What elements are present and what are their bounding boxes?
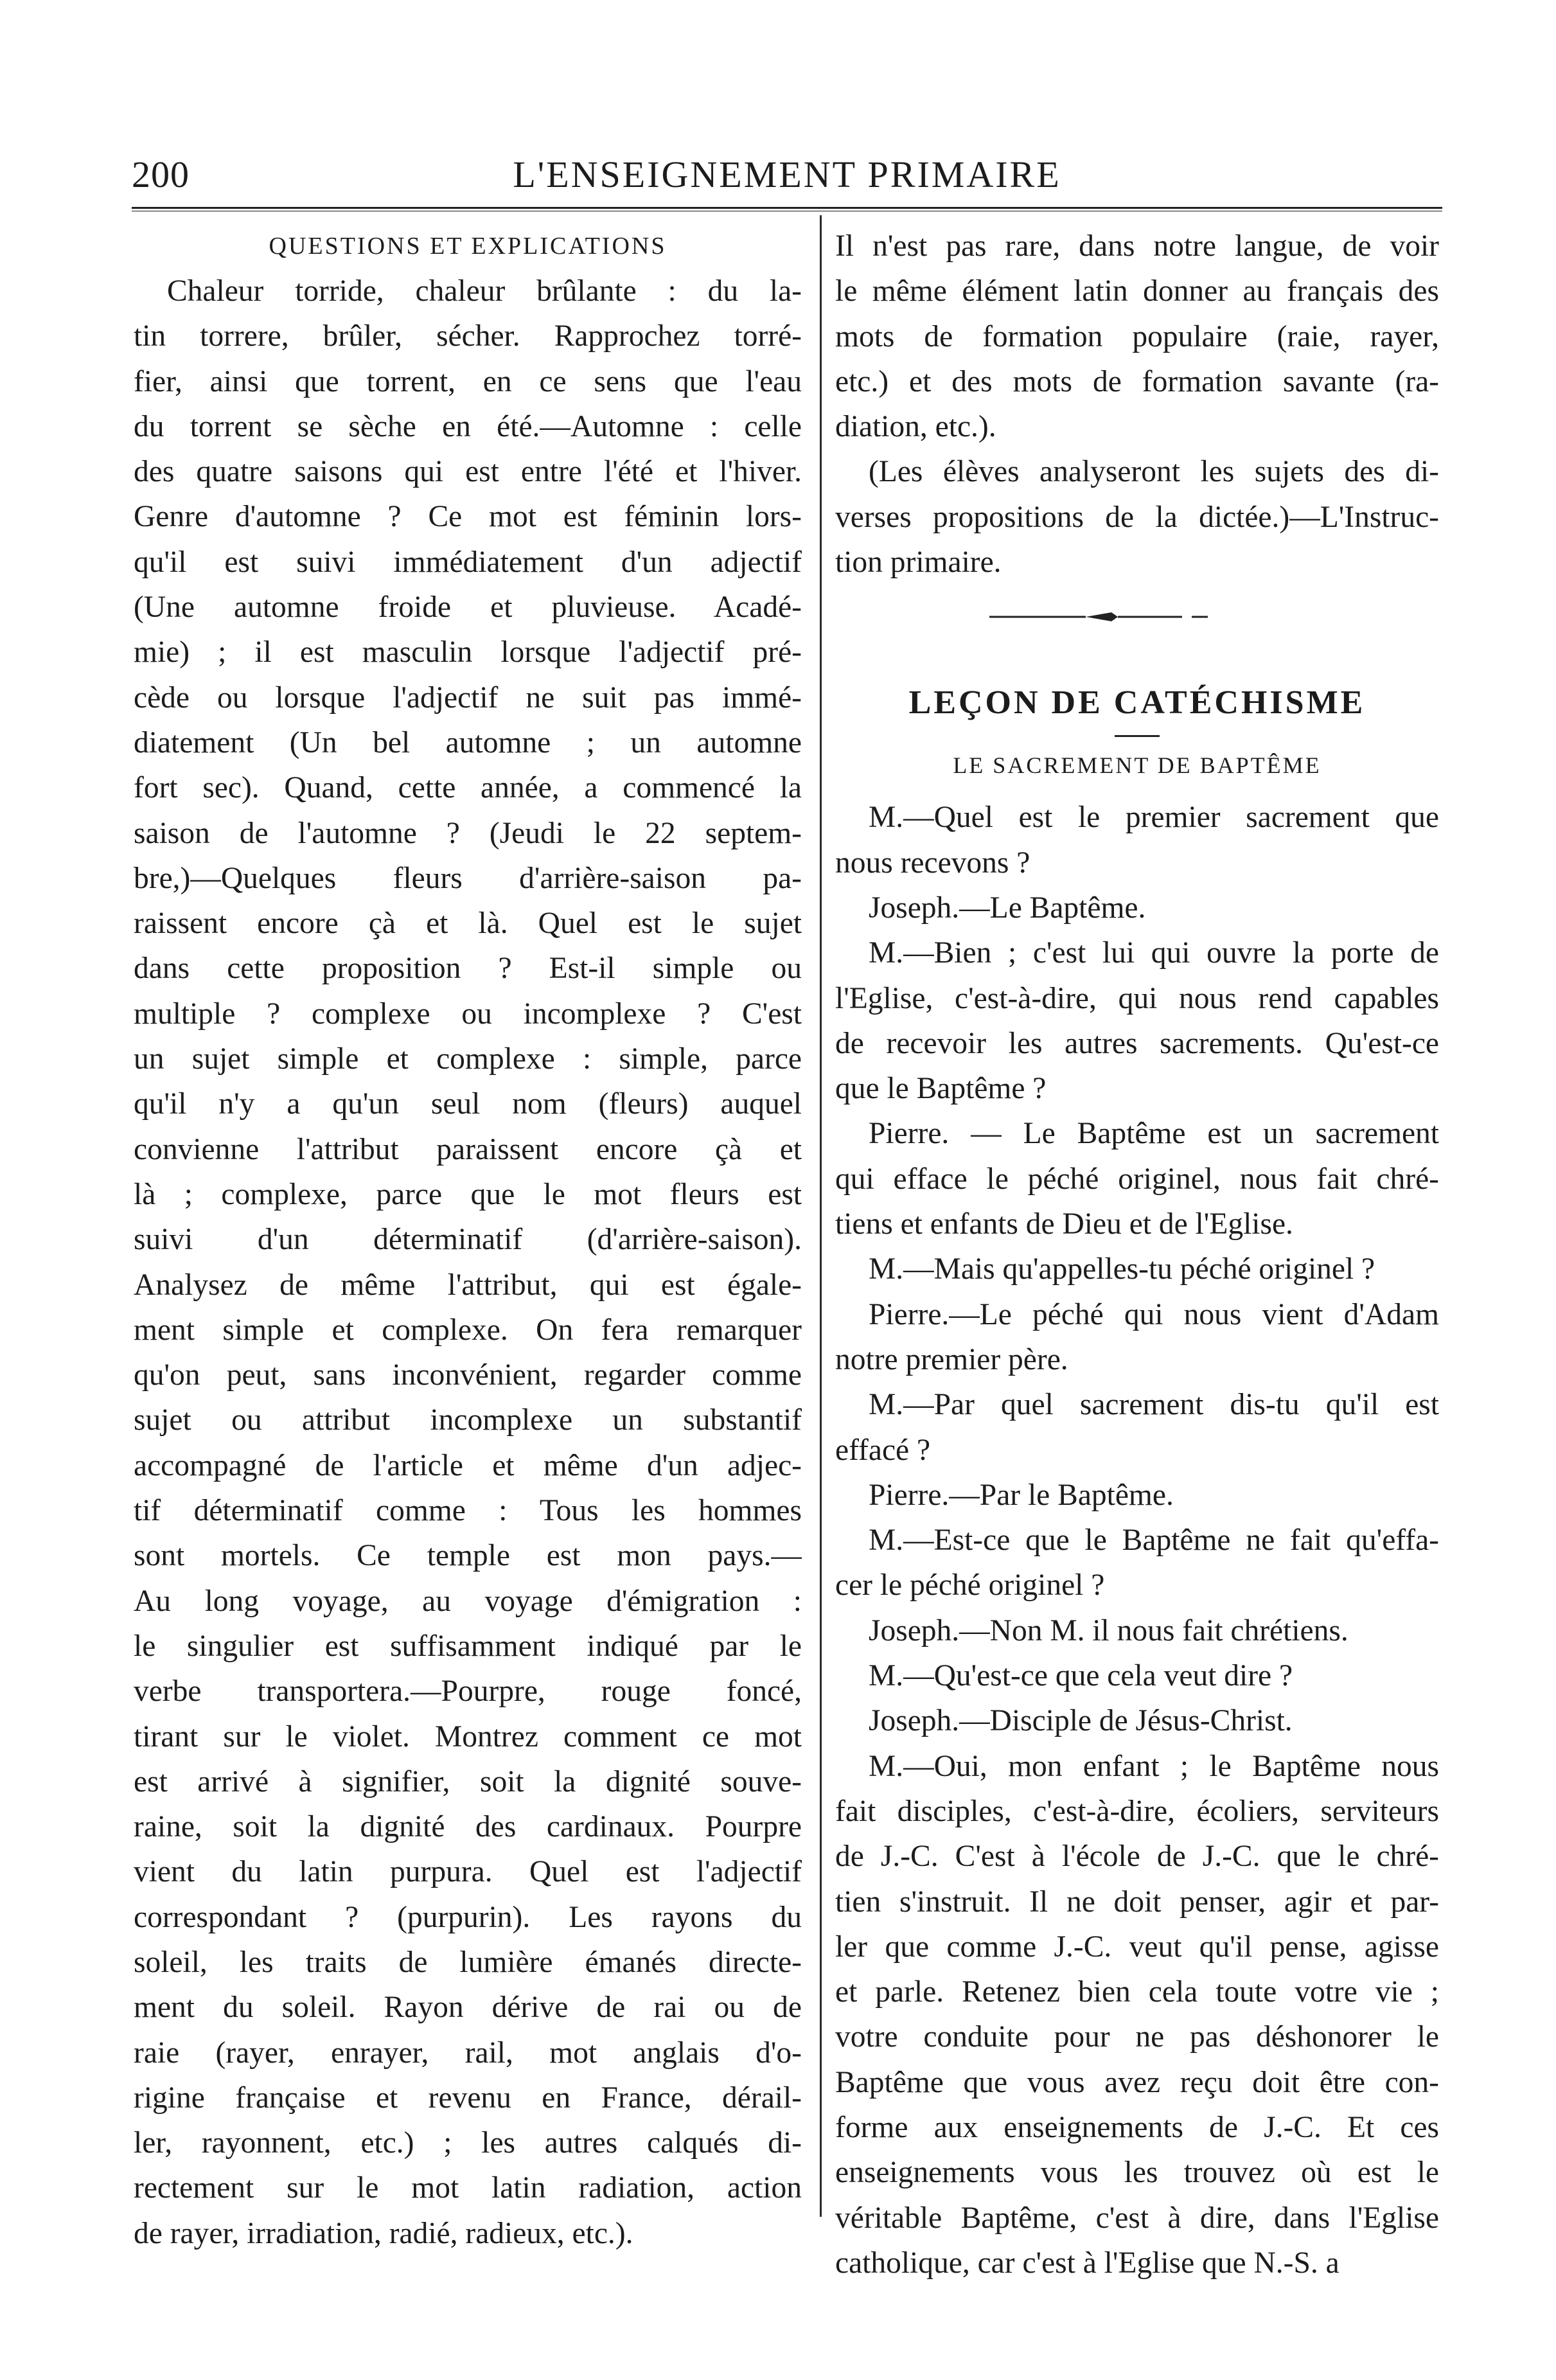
text-line: véritable Baptême, c'est à dire, dans l'Eglise [835,2201,1439,2235]
text-line: Au long voyage, au voyage d'émigration : [134,1584,802,1618]
text-line: de J.-C. C'est à l'école de J.-C. que le chré- [835,1840,1439,1874]
text-line: M.—Qu'est-ce que cela veut dire ? [869,1659,1293,1693]
text-line: des quatre saisons qui est entre l'été et l'hiver. [134,455,802,489]
text-line: raissent encore çà et là. Quel est le sujet [134,907,802,941]
lesson-title: LEÇON DE CATÉCHISME [908,684,1366,722]
text-line: tif déterminatif comme : Tous les hommes [134,1494,802,1528]
text-line: diation, etc.). [835,410,996,444]
text-line: nous recevons ? [835,846,1030,880]
text-line: rectement sur le mot latin radiation, action [134,2171,802,2205]
text-line: votre conduite pour ne pas déshonorer le [835,2020,1439,2054]
text-line: catholique, car c'est à l'Eglise que N.-S. a [835,2246,1339,2280]
text-line: de rayer, irradiation, radié, radieux, etc.). [134,2216,633,2250]
text-line: Il n'est pas rare, dans notre langue, de voir [835,229,1439,263]
text-line: Analysez de même l'attribut, qui est égale- [134,1268,802,1302]
right-column [835,224,1439,2286]
text-line: convienne l'attribut paraissent encore çà et [134,1132,802,1166]
text-line: (Les élèves analyseront les sujets des di- [869,455,1439,489]
text-line: tiens et enfants de Dieu et de l'Eglise. [835,1207,1293,1241]
text-line: M.—Oui, mon enfant ; le Baptême nous [869,1749,1439,1783]
text-line: vient du latin purpura. Quel est l'adjectif [134,1855,802,1889]
text-line: verses propositions de la dictée.)—L'Instruc- [835,500,1439,534]
text-line: etc.) et des mots de formation savante (ra- [835,364,1439,398]
text-line: saison de l'automne ? (Jeudi le 22 septem- [134,816,802,850]
text-line: effacé ? [835,1433,931,1467]
text-line: un sujet simple et complexe : simple, parce [134,1042,802,1076]
text-line: Pierre.—Par le Baptême. [869,1478,1174,1512]
text-line: diatement (Un bel automne ; un automne [134,725,802,759]
page-header [132,153,1442,204]
text-line: sujet ou attribut incomplexe un substantif [134,1403,802,1437]
page-number: 200 [132,154,190,195]
running-title: L'ENSEIGNEMENT PRIMAIRE [513,154,1061,195]
text-line: que le Baptême ? [835,1072,1047,1106]
text-line: accompagné de l'article et même d'un adjec- [134,1448,802,1482]
column-divider [820,215,822,2217]
lesson-subtitle: LE SACREMENT DE BAPTÊME [953,752,1322,779]
text-line: enseignements vous les trouvez où est le [835,2156,1439,2190]
text-line: mots de formation populaire (raie, rayer, [835,319,1439,353]
text-line: verbe transportera.—Pourpre, rouge foncé, [134,1674,802,1709]
text-line: cède ou lorsque l'adjectif ne suit pas immé- [134,680,802,715]
text-line: raine, soit la dignité des cardinaux. Pourpre [134,1810,802,1844]
text-line: Joseph.—Non M. il nous fait chrétiens. [869,1613,1348,1647]
text-line: Joseph.—Disciple de Jésus-Christ. [869,1704,1293,1738]
lesson-title-rule [1115,735,1160,737]
text-line: Joseph.—Le Baptême. [869,891,1146,925]
text-line: M.—Mais qu'appelles-tu péché originel ? [869,1252,1375,1286]
left-column-text [134,269,802,2256]
text-line: Pierre.—Le péché qui nous vient d'Adam [869,1297,1439,1331]
text-line: forme aux enseignements de J.-C. Et ces [835,2110,1439,2144]
text-line: tin torrere, brûler, sécher. Rapprochez torré- [134,319,802,353]
section-heading: QUESTIONS ET EXPLICATIONS [269,233,667,260]
text-line: de recevoir les autres sacrements. Qu'est-ce [835,1026,1439,1060]
text-line: tion primaire. [835,546,1002,580]
text-line: fier, ainsi que torrent, en ce sens que l'eau [134,364,802,398]
text-line: du torrent se sèche en été.—Automne : celle [134,409,802,443]
text-line: ment du soleil. Rayon dérive de rai ou de [134,1991,802,2025]
text-line: tien s'instruit. Il ne doit penser, agir et par- [835,1885,1439,1919]
text-line: M.—Par quel sacrement dis-tu qu'il est [869,1388,1439,1422]
text-line: ler, rayonnent, etc.) ; les autres calqués di- [134,2126,802,2160]
text-line: suivi d'un déterminatif (d'arrière-saison). [134,1223,802,1257]
text-line: Baptême que vous avez reçu doit être con- [835,2065,1439,2099]
text-line: tirant sur le violet. Montrez comment ce mot [134,1719,802,1754]
text-line: bre,)—Quelques fleurs d'arrière-saison pa- [134,861,802,895]
text-line: raie (rayer, enrayer, rail, mot anglais d'o- [134,2036,802,2070]
text-line: correspondant ? (purpurin). Les rayons du [134,1900,802,1934]
text-line: fort sec). Quand, cette année, a commencé la [134,771,802,805]
text-line: Chaleur torride, chaleur brûlante : du la- [167,274,802,308]
text-line: dans cette proposition ? Est-il simple ou [134,952,802,986]
text-line: l'Eglise, c'est-à-dire, qui nous rend capables [835,981,1439,1015]
text-line: qu'il est suivi immédiatement d'un adjectif [134,545,802,579]
text-line: sont mortels. Ce temple est mon pays.— [134,1539,802,1573]
text-line: qu'il n'y a qu'un seul nom (fleurs) auquel [134,1087,802,1121]
ornamental-rule [835,585,1439,655]
text-line: rigine française et revenu en France, dérail- [134,2081,802,2115]
text-line: (Une automne froide et pluvieuse. Acadé- [134,591,802,625]
lesson-text [835,795,1439,2286]
text-line: M.—Bien ; c'est lui qui ouvre la porte de [869,936,1439,970]
text-line: le même élément latin donner au français des [835,274,1439,308]
text-line: le singulier est suffisamment indiqué par le [134,1629,802,1663]
text-line: notre premier père. [835,1342,1068,1376]
text-line: ment simple et complexe. On fera remarquer [134,1313,802,1347]
text-line: est arrivé à signifier, soit la dignité souve- [134,1764,802,1798]
text-line: Pierre. — Le Baptême est un sacrement [869,1117,1439,1151]
text-line: M.—Quel est le premier sacrement que [869,801,1439,835]
text-line: cer le péché originel ? [835,1568,1105,1603]
text-line: là ; complexe, parce que le mot fleurs est [134,1177,802,1211]
header-rule [132,207,1442,211]
text-line: ler que comme J.-C. veut qu'il pense, agisse [835,1930,1439,1964]
text-line: qu'on peut, sans inconvénient, regarder comme [134,1358,802,1392]
right-intro-text [835,224,1439,585]
text-line: soleil, les traits de lumière émanés directe- [134,1945,802,1979]
left-column [134,224,802,2256]
text-line: mie) ; il est masculin lorsque l'adjectif pré- [134,635,802,670]
text-line: fait disciples, c'est-à-dire, écoliers, serviteurs [835,1794,1439,1828]
text-line: Genre d'automne ? Ce mot est féminin lors- [134,500,802,534]
text-line: M.—Est-ce que le Baptême ne fait qu'effa- [869,1523,1439,1558]
text-line: multiple ? complexe ou incomplexe ? C'est [134,997,802,1031]
text-line: qui efface le péché originel, nous fait chré- [835,1162,1439,1196]
text-line: et parle. Retenez bien cela toute votre vie ; [835,1975,1439,2009]
